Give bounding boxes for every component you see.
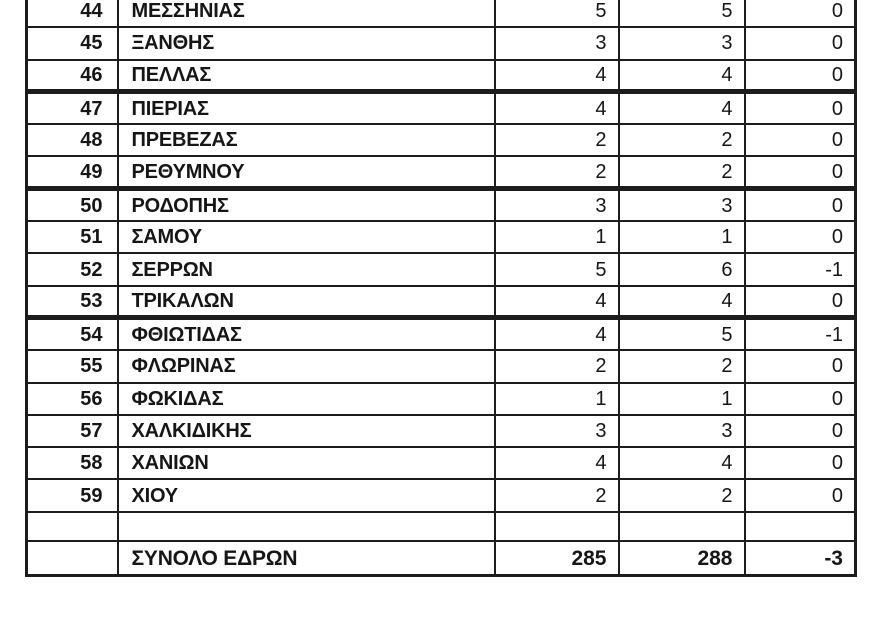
table-row (27, 253, 856, 285)
row-number-cell: 44 (27, 0, 118, 27)
district-name-cell: ΡΕΘΥΜΝΟΥ (118, 156, 495, 188)
seats-a-cell: 4 (495, 60, 619, 92)
empty-cell (27, 512, 118, 541)
table-row (27, 92, 856, 124)
empty-cell (118, 512, 495, 541)
district-name-cell: ΞΑΝΘΗΣ (118, 27, 495, 59)
seats-a-cell: 3 (495, 27, 619, 59)
row-number-cell: 54 (27, 318, 118, 350)
seats-b-cell: 4 (619, 92, 745, 124)
district-name-cell: ΠΙΕΡΙΑΣ (118, 92, 495, 124)
seats-b-cell: 2 (619, 479, 745, 511)
seats-b-cell: 2 (619, 350, 745, 382)
seats-diff-cell: 0 (745, 415, 856, 447)
total-empty-cell (27, 541, 118, 576)
table-row (27, 286, 856, 318)
seats-diff-cell: 0 (745, 350, 856, 382)
row-number-cell: 55 (27, 350, 118, 382)
seats-diff-cell: 0 (745, 189, 856, 221)
seats-a-cell: 3 (495, 189, 619, 221)
total-seats-a-cell: 285 (495, 541, 619, 576)
seats-a-cell: 1 (495, 383, 619, 415)
table-row (27, 479, 856, 511)
table-row (27, 447, 856, 479)
seats-diff-cell: 0 (745, 156, 856, 188)
table-row (27, 27, 856, 59)
seats-b-cell: 2 (619, 156, 745, 188)
row-number-cell: 50 (27, 189, 118, 221)
row-number-cell: 49 (27, 156, 118, 188)
seats-diff-cell: 0 (745, 383, 856, 415)
table-row (27, 383, 856, 415)
seats-a-cell: 4 (495, 286, 619, 318)
seats-diff-cell: 0 (745, 60, 856, 92)
seats-b-cell: 4 (619, 447, 745, 479)
seats-diff-cell: 0 (745, 221, 856, 253)
district-name-cell: ΠΡΕΒΕΖΑΣ (118, 124, 495, 156)
district-name-cell: ΠΕΛΛΑΣ (118, 60, 495, 92)
row-number-cell: 56 (27, 383, 118, 415)
seats-diff-cell: 0 (745, 92, 856, 124)
row-number-cell: 57 (27, 415, 118, 447)
seats-a-cell: 4 (495, 447, 619, 479)
district-name-cell: ΧΙΟΥ (118, 479, 495, 511)
seats-a-cell: 5 (495, 253, 619, 285)
row-number-cell: 58 (27, 447, 118, 479)
total-seats-b-cell: 288 (619, 541, 745, 576)
table-row (27, 350, 856, 382)
table-row (27, 124, 856, 156)
seats-diff-cell: 0 (745, 447, 856, 479)
seats-b-cell: 1 (619, 383, 745, 415)
district-name-cell: ΦΛΩΡΙΝΑΣ (118, 350, 495, 382)
row-number-cell: 47 (27, 92, 118, 124)
seats-diff-cell: 0 (745, 479, 856, 511)
row-number-cell: 59 (27, 479, 118, 511)
row-number-cell: 53 (27, 286, 118, 318)
seats-b-cell: 5 (619, 0, 745, 27)
seats-diff-cell: 0 (745, 0, 856, 27)
district-name-cell: ΤΡΙΚΑΛΩΝ (118, 286, 495, 318)
seats-b-cell: 3 (619, 415, 745, 447)
seats-a-cell: 3 (495, 415, 619, 447)
row-number-cell: 52 (27, 253, 118, 285)
seats-b-cell: 1 (619, 221, 745, 253)
district-name-cell: ΣΑΜΟΥ (118, 221, 495, 253)
row-number-cell: 46 (27, 60, 118, 92)
row-number-cell: 48 (27, 124, 118, 156)
seats-a-cell: 2 (495, 479, 619, 511)
total-seats-diff-cell: -3 (745, 541, 856, 576)
seats-diff-cell: -1 (745, 318, 856, 350)
table-row (27, 318, 856, 350)
seats-b-cell: 2 (619, 124, 745, 156)
seats-diff-cell: -1 (745, 253, 856, 285)
seats-diff-cell: 0 (745, 286, 856, 318)
seats-a-cell: 4 (495, 318, 619, 350)
district-name-cell: ΧΑΛΚΙΔΙΚΗΣ (118, 415, 495, 447)
row-number-cell: 51 (27, 221, 118, 253)
empty-cell (495, 512, 619, 541)
empty-cell (745, 512, 856, 541)
seats-b-cell: 3 (619, 189, 745, 221)
table-row (27, 156, 856, 188)
seats-table (25, 0, 857, 577)
district-name-cell: ΦΘΙΩΤΙΔΑΣ (118, 318, 495, 350)
district-name-cell: ΦΩΚΙΔΑΣ (118, 383, 495, 415)
table-row (27, 0, 856, 27)
seats-diff-cell: 0 (745, 27, 856, 59)
seats-a-cell: 2 (495, 124, 619, 156)
seats-a-cell: 1 (495, 221, 619, 253)
empty-cell (619, 512, 745, 541)
seats-a-cell: 2 (495, 350, 619, 382)
table-row (27, 415, 856, 447)
table-row (27, 221, 856, 253)
seats-b-cell: 5 (619, 318, 745, 350)
empty-row (27, 512, 856, 541)
seats-a-cell: 5 (495, 0, 619, 27)
seats-a-cell: 2 (495, 156, 619, 188)
seats-table-body (27, 0, 856, 576)
table-row (27, 189, 856, 221)
table-row (27, 60, 856, 92)
seats-b-cell: 4 (619, 286, 745, 318)
seats-b-cell: 4 (619, 60, 745, 92)
total-label-cell: ΣΥΝΟΛΟ ΕΔΡΩΝ (118, 541, 495, 576)
total-row (27, 541, 856, 576)
district-name-cell: ΜΕΣΣΗΝΙΑΣ (118, 0, 495, 27)
seats-b-cell: 3 (619, 27, 745, 59)
district-name-cell: ΧΑΝΙΩΝ (118, 447, 495, 479)
seats-b-cell: 6 (619, 253, 745, 285)
seats-diff-cell: 0 (745, 124, 856, 156)
district-name-cell: ΣΕΡΡΩΝ (118, 253, 495, 285)
district-name-cell: ΡΟΔΟΠΗΣ (118, 189, 495, 221)
row-number-cell: 45 (27, 27, 118, 59)
seats-a-cell: 4 (495, 92, 619, 124)
